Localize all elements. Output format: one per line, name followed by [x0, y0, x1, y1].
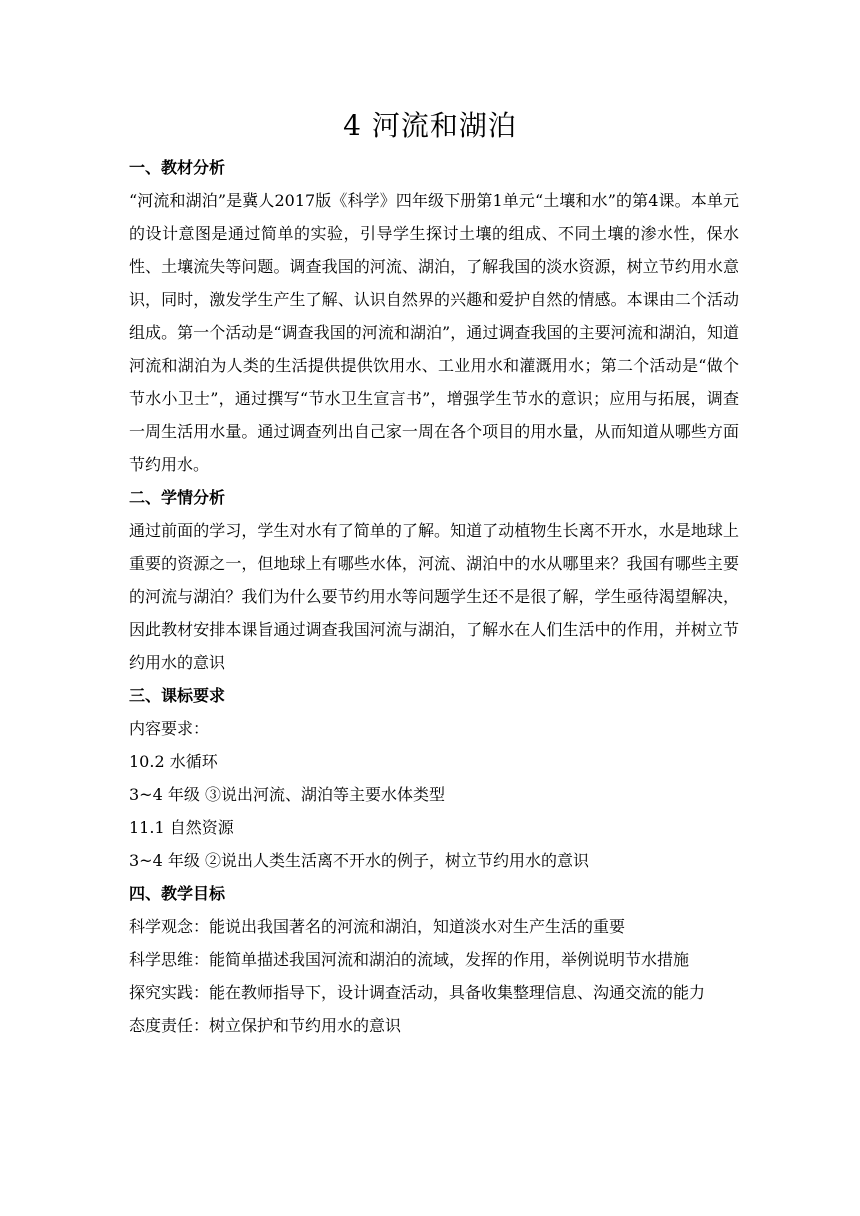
objective-line: 科学思维：能简单描述我国河流和湖泊的流域，发挥的作用，举例说明节水措施: [129, 950, 690, 969]
objective-line: 科学观念：能说出我国著名的河流和湖泊，知道淡水对生产生活的重要: [129, 917, 626, 936]
curriculum-line: 3~4 年级 ③说出河流、湖泊等主要水体类型: [129, 785, 445, 804]
curriculum-line: 3~4 年级 ②说出人类生活离不开水的例子，树立节约用水的意识: [129, 851, 589, 870]
section-heading-textbook-analysis: 一、教材分析: [129, 158, 226, 177]
objective-line: 探究实践：能在教师指导下，设计调查活动，具备收集整理信息、沟通交流的能力: [129, 983, 706, 1002]
document-body: [129, 151, 739, 1042]
objective-line: 态度责任：树立保护和节约用水的意识: [129, 1016, 402, 1035]
section-paragraph-student-analysis: 通过前面的学习，学生对水有了简单的了解。知道了动植物生长离不开水，水是地球上重要的资源之一，但地球上有哪些水体，河流、湖泊中的水从哪里来？我国有哪些主要的河流与湖泊？我们为什么要节约用水等问题学生还不是很了解，学生亟待渴望解决，因此教材安排本课旨通过调查我国河流与湖泊，了解水在人们生活中的作用，并树立节约用水的意识: [129, 521, 739, 672]
section-heading-student-analysis: 二、学情分析: [129, 488, 226, 507]
curriculum-line: 内容要求：: [129, 719, 210, 738]
curriculum-line: 11.1 自然资源: [129, 818, 234, 837]
curriculum-line: 10.2 水循环: [129, 752, 218, 771]
document-title: 4 河流和湖泊: [343, 109, 517, 142]
section-heading-curriculum-requirements: 三、课标要求: [129, 686, 226, 705]
section-paragraph-textbook-analysis: “河流和湖泊”是冀人2017版《科学》四年级下册第1单元“土壤和水”的第4课。本单元的设计意图是通过简单的实验，引导学生探讨土壤的组成、不同土壤的渗水性，保水性、土壤流失等问题。调查我国的河流、湖泊，了解我国的淡水资源，树立节约用水意识，同时，激发学生产生了解、认识自然界的兴趣和爱护自然的情感。本课由二个活动组成。第一个活动是“调查我国的河流和湖泊”，通过调查我国的主要河流和湖泊，知道河流和湖泊为人类的生活提供提供饮用水、工业用水和灌溉用水；第二个活动是“做个节水小卫士”，通过撰写“节水卫生宣言书”，增强学生节水的意识；应用与拓展，调查一周生活用水量。通过调查列出自己家一周在各个项目的用水量，从而知道从哪些方面节约用水。: [129, 191, 739, 474]
section-heading-teaching-objectives: 四、教学目标: [129, 884, 226, 903]
